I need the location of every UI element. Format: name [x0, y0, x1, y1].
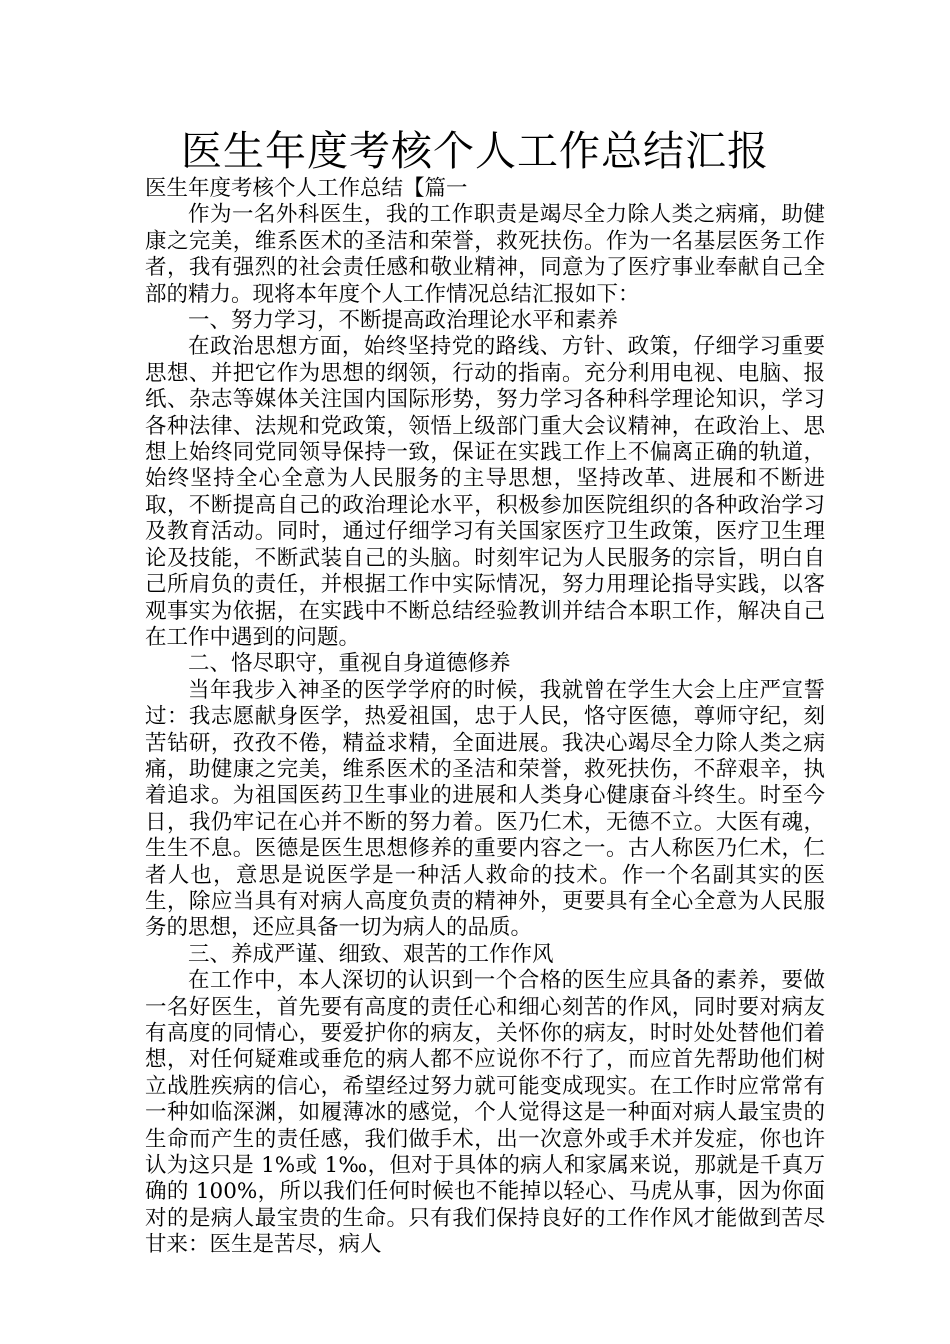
section-paragraph-2: 当年我步入神圣的医学学府的时候，我就曾在学生大会上庄严宣誓过：我志愿献身医学，热爱祖国，忠于人民，恪守医德，尊师守纪，刻苦钻研，孜孜不倦，精益求精，全面进展。我决心竭尽全力除人类之病痛，助健康之完美，维系医术的圣洁和荣誉，救死扶伤，不辞艰辛，执着追求。为祖国医药卫生事业的进展和人类身心健康奋斗终生。时至今日，我仍牢记在心并不断的努力着。医乃仁术，无德不立。大医有魂，生生不息。医德是医生思想修养的重要内容之一。古人称医乃仁术，仁者人也，意思是说医学是一种活人救命的技术。作一个名副其实的医生，除应当具有对病人高度负责的精神外，更要具有全心全意为人民服务的思想，还应具备一切为病人的品质。: [145, 677, 825, 941]
intro-paragraph: 作为一名外科医生，我的工作职责是竭尽全力除人类之病痛，助健康之完美，维系医术的圣洁和荣誉，救死扶伤。作为一名基层医务工作者，我有强烈的社会责任感和敬业精神，同意为了医疗事业奉献自己全部的精力。现将本年度个人工作情况总结汇报如下：: [145, 202, 825, 307]
section-paragraph-1: 在政治思想方面，始终坚持党的路线、方针、政策，仔细学习重要思想、并把它作为思想的纲领，行动的指南。充分利用电视、电脑、报纸、杂志等媒体关注国内国际形势，努力学习各种科学理论知识，学习各种法律、法规和党政策，领悟上级部门重大会议精神，在政治上、思想上始终同党同领导保持一致，保证在实践工作上不偏离正确的轨道，始终坚持全心全意为人民服务的主导思想，坚持改革、进展和不断进取，不断提高自己的政治理论水平，积极参加医院组织的各种政治学习及教育活动。同时，通过仔细学习有关国家医疗卫生政策，医疗卫生理论及技能，不断武装自己的头脑。时刻牢记为人民服务的宗旨，明白自己所肩负的责任，并根据工作中实际情况，努力用理论指导实践，以客观事实为依据，在实践中不断总结经验教训并结合本职工作，解决自己在工作中遇到的问题。: [145, 334, 825, 650]
document-subtitle: 医生年度考核个人工作总结【篇一: [145, 176, 468, 201]
section-heading-2: 二、恪尽职守，重视自身道德修养: [188, 651, 511, 677]
section-heading-3: 三、养成严谨、细致、艰苦的工作作风: [188, 941, 554, 967]
section-paragraph-3: 在工作中，本人深切的认识到一个合格的医生应具备的素养，要做一名好医生，首先要有高度的责任心和细心刻苦的作风，同时要对病友有高度的同情心，要爱护你的病友，关怀你的病友，时时处处替他们着想，对任何疑难或垂危的病人都不应说你不行了，而应首先帮助他们树立战胜疾病的信心，希望经过努力就可能变成现实。在工作时应常常有一种如临深渊，如履薄冰的感觉，个人觉得这是一种面对病人最宝贵的生命而产生的责任感，我们做手术，出一次意外或手术并发症，你也许认为这只是 1%或 1‰，但对于具体的病人和家属来说，那就是千真万确的 100%，所以我们任何时候也不能掉以轻心、马虎从事，因为你面对的是病人最宝贵的生命。只有我们保持良好的工作作风才能做到苦尽甘来：医生是苦尽，病人: [145, 968, 825, 1258]
document-title: 医生年度考核个人工作总结汇报: [181, 127, 769, 175]
section-heading-1: 一、努力学习，不断提高政治理论水平和素养: [188, 308, 619, 334]
document-body: [145, 176, 825, 1259]
